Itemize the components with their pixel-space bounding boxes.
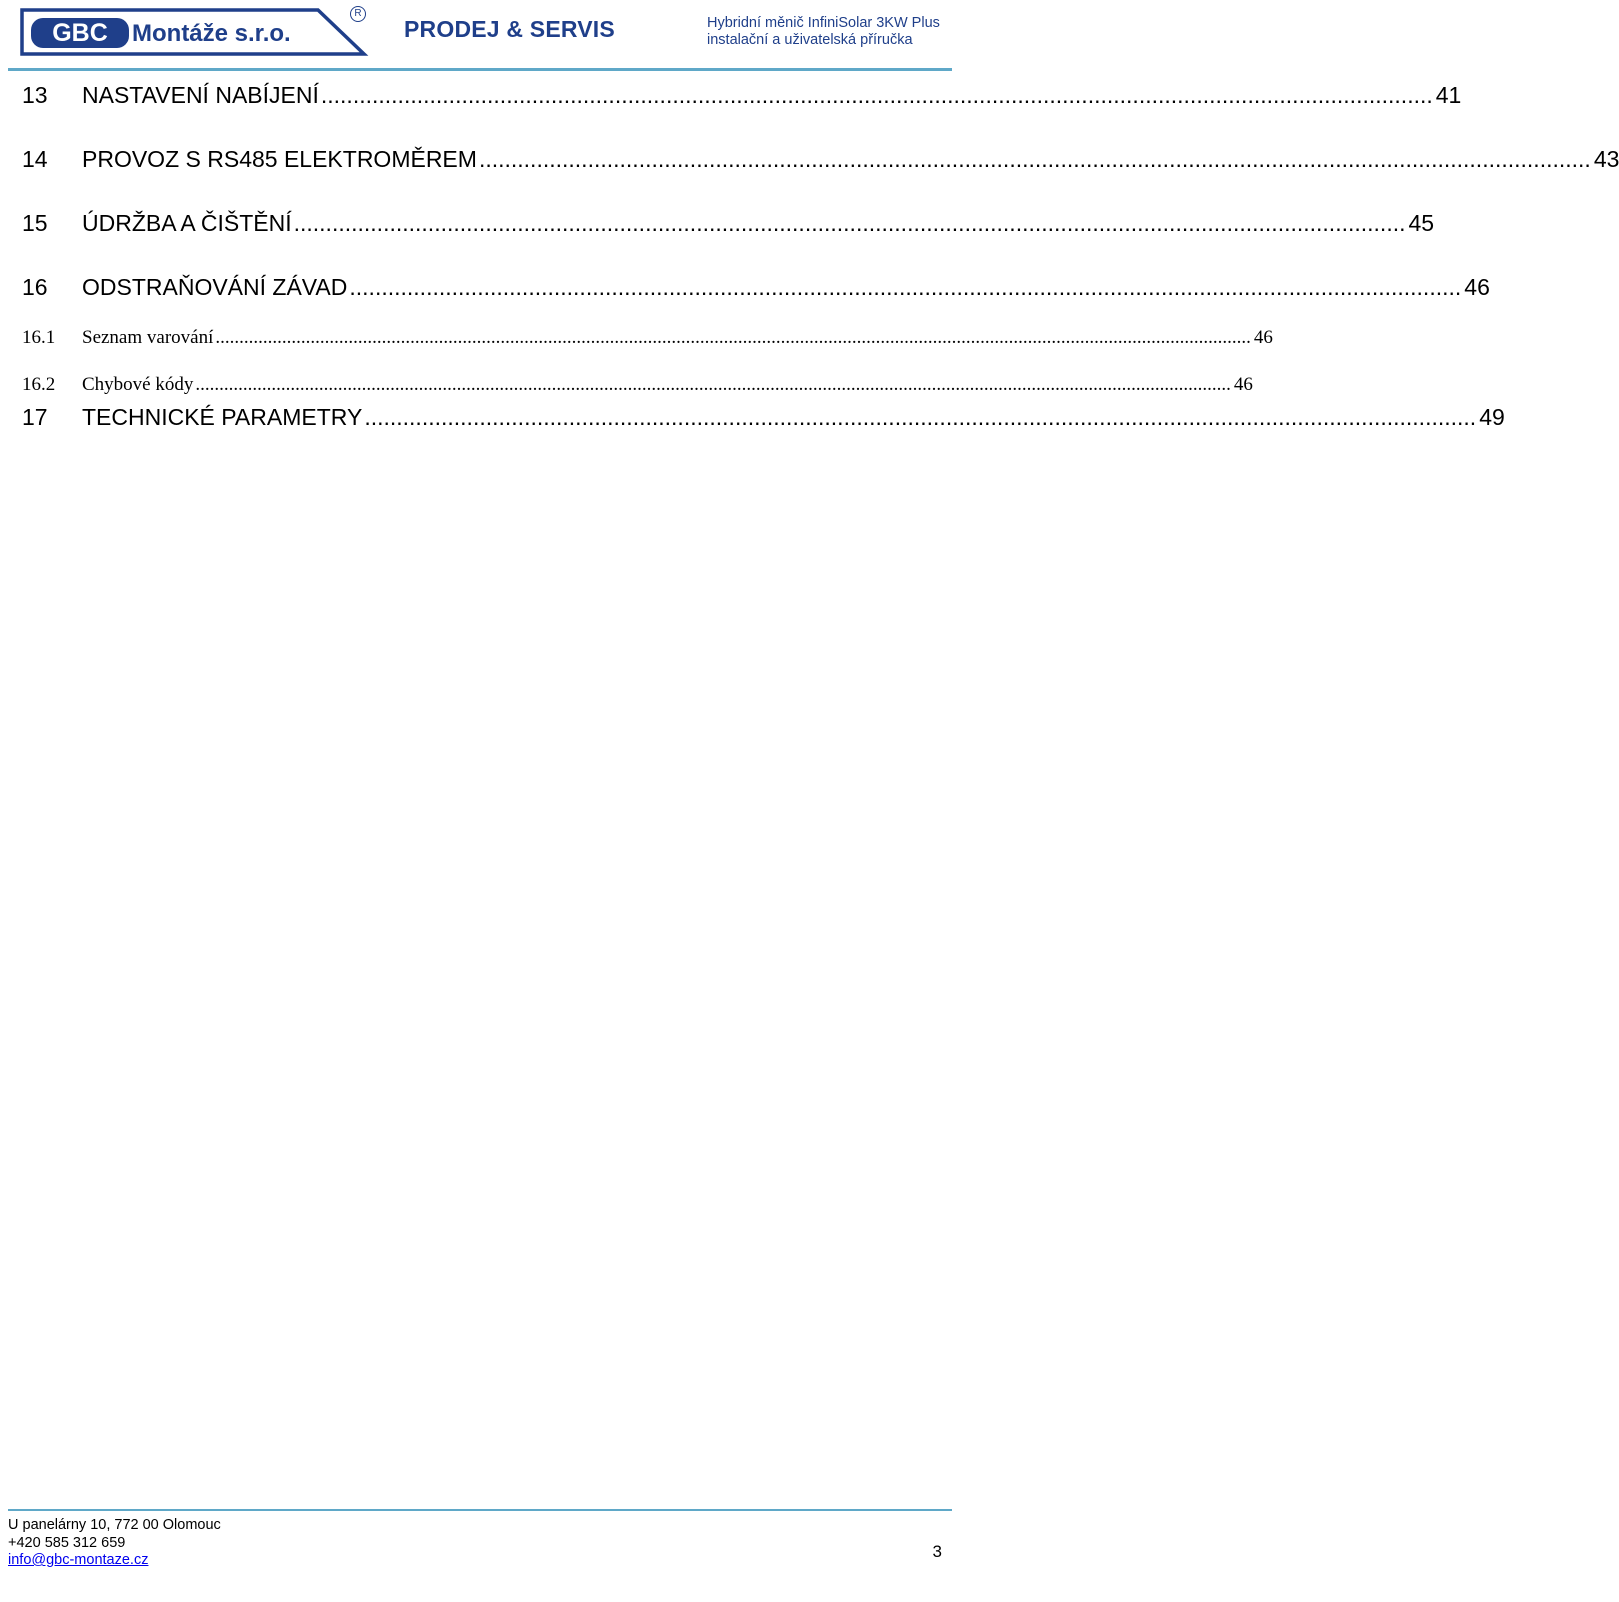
footer-divider	[8, 1509, 952, 1511]
toc-entry-number: 14	[22, 146, 48, 172]
footer-email-link[interactable]: info@gbc-montaze.cz	[8, 1552, 149, 1568]
header-title: PRODEJ & SERVIS	[404, 16, 615, 42]
toc-entry-page: 46	[1253, 327, 1273, 348]
page-header	[0, 0, 960, 72]
toc-entry-number: 13	[22, 82, 48, 108]
toc-entry-number: 15	[22, 210, 48, 236]
registered-mark: R	[350, 6, 366, 22]
toc-entry[interactable]	[22, 82, 1462, 109]
toc-leader-dots: ..............................................................................................................................................................................	[293, 210, 1406, 236]
toc-entry-page: 41	[1435, 82, 1462, 108]
company-logo	[18, 6, 370, 58]
toc-entry-title: Seznam varování	[82, 327, 214, 348]
toc-entry-page: 43	[1593, 146, 1619, 172]
logo-brand-text: GBC	[52, 19, 108, 47]
document-subtitle: instalační a uživatelská příručka	[707, 32, 913, 48]
toc-leader-dots: ..............................................................................................................................................................................	[364, 404, 1477, 430]
page-number: 3	[932, 1542, 942, 1561]
toc-entry-page: 49	[1479, 404, 1505, 430]
toc-entry-title: ODSTRAŇOVÁNÍ ZÁVAD	[82, 274, 348, 300]
toc-entry-number: 16.1	[22, 327, 56, 348]
toc-entry-title: Chybové kódy	[82, 374, 194, 395]
toc-entry-page: 46	[1233, 374, 1253, 395]
toc-entry[interactable]	[22, 404, 1505, 431]
toc-subentry[interactable]	[22, 327, 1273, 349]
toc-entry-page: 45	[1408, 210, 1435, 236]
toc-entry-number: 16.2	[22, 374, 56, 395]
toc-entry-number: 17	[22, 404, 48, 430]
header-divider	[8, 68, 952, 71]
toc-subentry[interactable]	[22, 374, 1253, 396]
toc-entry[interactable]	[22, 210, 1435, 237]
toc-entry-title: PROVOZ S RS485 ELEKTROMĚREM	[82, 146, 477, 172]
toc-entry[interactable]	[22, 146, 1619, 173]
toc-leader-dots: ..........................................................................................................................................................................................................................	[195, 374, 1231, 395]
toc-entry-title: TECHNICKÉ PARAMETRY	[82, 404, 363, 430]
toc-entry-number: 16	[22, 274, 48, 300]
footer-phone: +420 585 312 659	[8, 1534, 126, 1551]
header-document-info	[707, 15, 952, 49]
toc-leader-dots: ..............................................................................................................................................................................	[320, 82, 1433, 108]
toc-entry-title: NASTAVENÍ NABÍJENÍ	[82, 82, 319, 108]
toc-entry[interactable]	[22, 274, 1490, 301]
logo-company-text: Montáže s.r.o.	[132, 20, 291, 47]
toc-entry-title: ÚDRŽBA A ČIŠTĚNÍ	[82, 210, 292, 236]
footer-address: U panelárny 10, 772 00 Olomouc	[8, 1517, 221, 1533]
page-footer	[8, 1517, 952, 1570]
document-title: Hybridní měnič InfiniSolar 3KW Plus	[707, 15, 940, 31]
toc-leader-dots: ..............................................................................................................................................................................	[478, 146, 1591, 172]
toc-entry-page: 46	[1464, 274, 1490, 300]
toc-leader-dots: ..........................................................................................................................................................................................................................	[215, 327, 1251, 348]
toc-leader-dots: ..............................................................................................................................................................................	[349, 274, 1462, 300]
